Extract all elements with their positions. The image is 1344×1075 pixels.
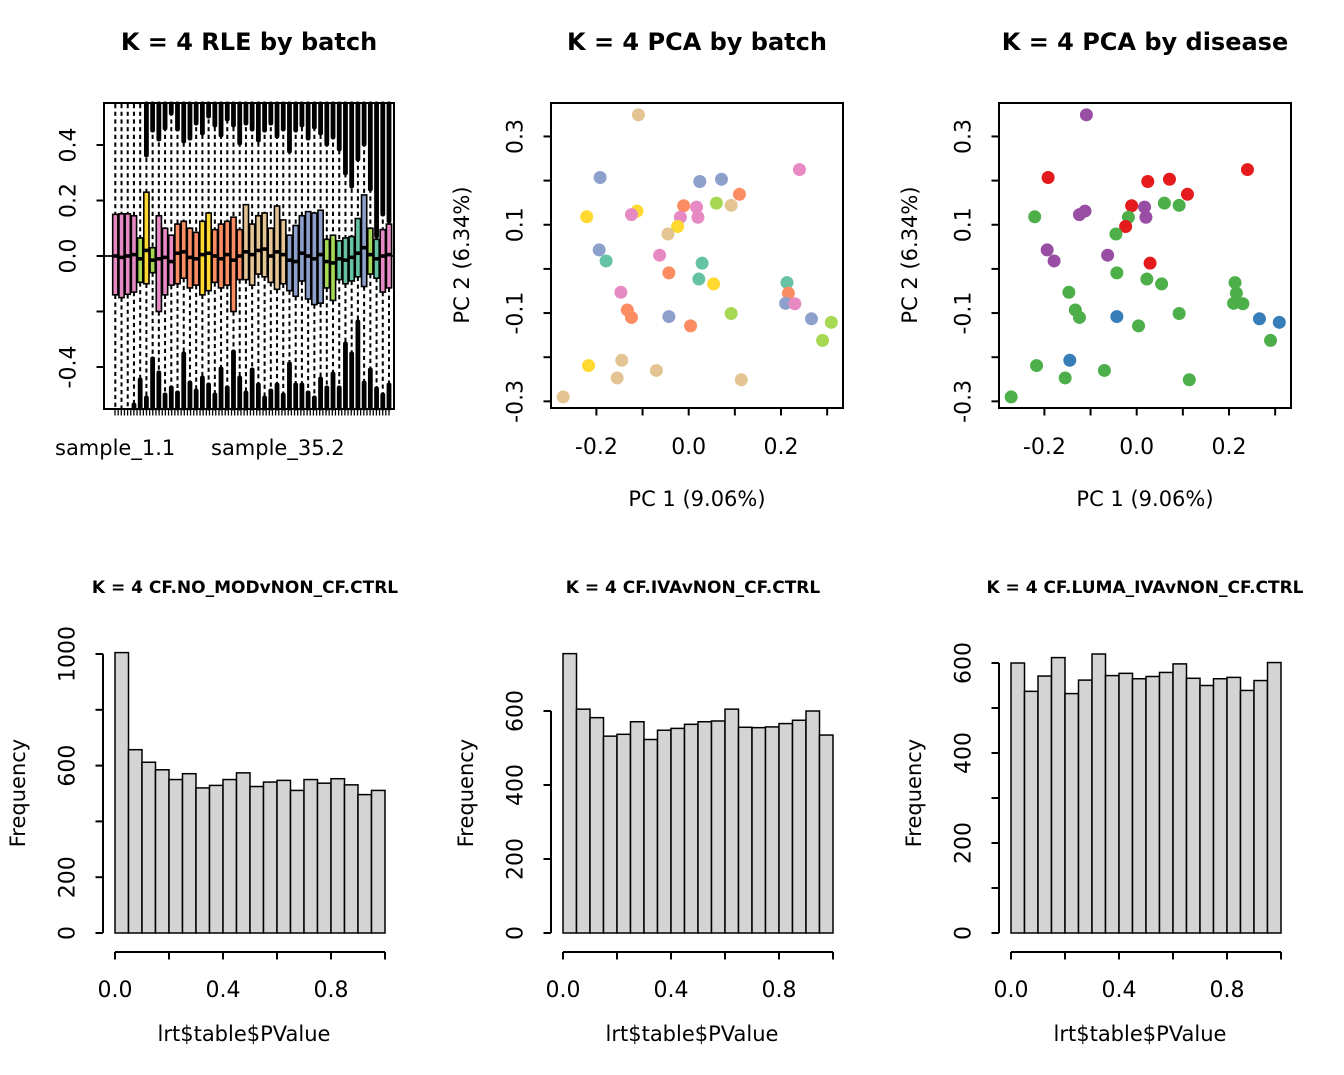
svg-text:0.0: 0.0 [671,435,707,460]
pca-batch-xlabel: PC 1 (9.06%) [628,487,766,511]
svg-text:1000: 1000 [55,626,81,682]
pca-batch-plot [504,103,843,460]
svg-text:-0.1: -0.1 [503,291,529,335]
pca-batch-title: K = 4 PCA by batch [567,28,827,56]
svg-text:-0.2: -0.2 [1022,435,1066,460]
svg-text:0.1: 0.1 [503,207,529,243]
svg-text:0.8: 0.8 [1209,978,1245,1003]
hist-luma-xlabel: lrt$table$PValue [1053,1022,1227,1046]
hist-luma-plot [952,642,1281,1003]
svg-text:0.0: 0.0 [56,238,82,274]
svg-text:0.0: 0.0 [545,978,581,1003]
svg-text:0.4: 0.4 [205,978,241,1003]
pca-disease-xlabel: PC 1 (9.06%) [1076,487,1214,511]
svg-text:-0.1: -0.1 [951,291,977,335]
svg-text:0: 0 [951,926,977,940]
svg-text:0.2: 0.2 [763,435,799,460]
hist-luma-title: K = 4 CF.LUMA_IVAvNON_CF.CTRL [986,578,1304,598]
svg-text:-0.2: -0.2 [574,435,618,460]
svg-text:0.3: 0.3 [503,118,529,154]
hist-no-mod-plot [56,626,385,1003]
hist-luma-ylabel: Frequency [902,738,926,848]
hist-iva-xlabel: lrt$table$PValue [605,1022,779,1046]
pca-disease-ylabel: PC 2 (6.34%) [898,186,922,324]
svg-text:0.8: 0.8 [761,978,797,1003]
svg-text:600: 600 [503,690,529,732]
svg-text:0.0: 0.0 [1119,435,1155,460]
svg-text:0.1: 0.1 [951,207,977,243]
pca-batch-ylabel: PC 2 (6.34%) [450,186,474,324]
svg-text:400: 400 [951,732,977,774]
hist-no-mod-ylabel: Frequency [6,738,30,848]
svg-text:600: 600 [951,642,977,684]
svg-text:0.0: 0.0 [97,978,133,1003]
svg-text:0.8: 0.8 [313,978,349,1003]
hist-iva-ylabel: Frequency [454,738,478,848]
svg-text:200: 200 [503,838,529,880]
hist-iva-plot [504,654,833,1003]
rle-plot [57,102,394,416]
svg-text:-0.4: -0.4 [56,345,82,389]
svg-text:400: 400 [503,764,529,806]
svg-text:0.2: 0.2 [1211,435,1247,460]
svg-text:0.2: 0.2 [56,183,82,218]
svg-text:0.4: 0.4 [653,978,689,1003]
hist-iva-title: K = 4 CF.IVAvNON_CF.CTRL [565,578,821,598]
svg-text:0.0: 0.0 [993,978,1029,1003]
hist-no-mod-xlabel: lrt$table$PValue [157,1022,331,1046]
svg-text:0.4: 0.4 [1101,978,1137,1003]
svg-text:0.4: 0.4 [56,127,82,163]
rle-first-sample-label: sample_1.1 [55,436,176,460]
hist-no-mod-title: K = 4 CF.NO_MODvNON_CF.CTRL [91,578,399,598]
svg-text:600: 600 [55,744,81,787]
rle-last-sample-label: sample_35.2 [211,436,345,460]
svg-text:0: 0 [503,926,529,940]
pca-disease-plot [952,103,1291,460]
rle-title: K = 4 RLE by batch [120,28,378,56]
svg-text:0: 0 [55,926,81,940]
svg-text:-0.3: -0.3 [951,379,977,423]
svg-text:0.3: 0.3 [951,118,977,154]
pca-disease-title: K = 4 PCA by disease [1001,28,1289,56]
svg-text:200: 200 [951,822,977,864]
svg-text:-0.3: -0.3 [503,379,529,423]
svg-text:200: 200 [55,856,81,899]
